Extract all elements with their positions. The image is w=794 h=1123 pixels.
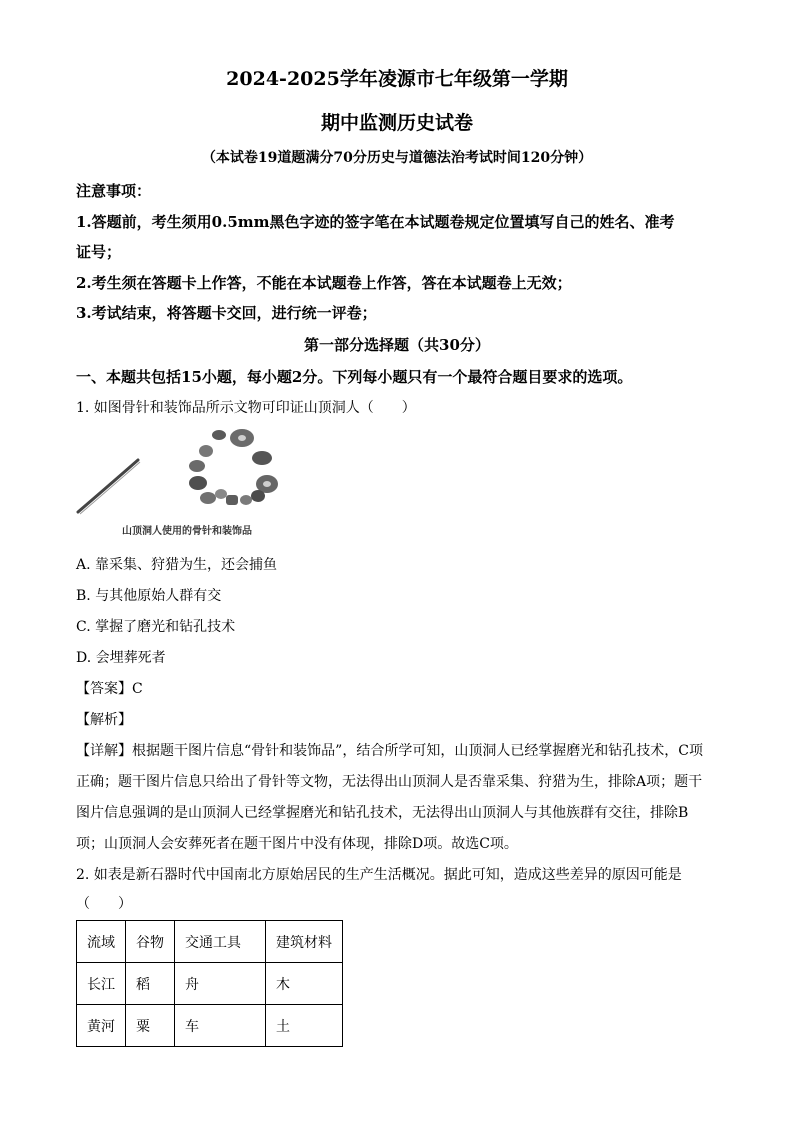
notice-item-1-cont: 证号； (76, 243, 122, 261)
notice-item-3: 3.考试结束，将答题卡交回，进行统一评卷； (76, 304, 377, 322)
table-header-cell: 流域 (77, 921, 126, 963)
q1-figure-caption: 山顶洞人使用的骨针和装饰品 (122, 526, 252, 537)
table-cell: 木 (266, 963, 343, 1005)
q1-answer: 【答案】C (76, 681, 143, 697)
q1-option-b: B. 与其他原始人群有交 (76, 588, 222, 604)
table-cell: 车 (175, 1005, 266, 1047)
exam-subtitle: 期中监测历史试卷 (320, 112, 473, 134)
table-header-row (77, 921, 343, 963)
notice-item-1: 1.答题前，考生须用0.5mm黑色字迹的签字笔在本试题卷规定位置填写自己的姓名、准考 (76, 213, 675, 231)
table-cell: 稻 (126, 963, 175, 1005)
q2-stem-cont: （ ） (76, 896, 132, 912)
table-cell: 土 (266, 1005, 343, 1047)
q1-option-d: D. 会埋葬死者 (76, 650, 166, 666)
part1-instruction: 一、本题共包括15小题，每小题2分。下列每小题只有一个最符合题目要求的选项。 (76, 368, 633, 386)
q1-analysis-label: 【解析】 (76, 712, 132, 728)
part1-heading: 第一部分选择题（共30分） (304, 336, 490, 354)
q2-stem: 2. 如表是新石器时代中国南北方原始居民的生产生活概况。据此可知，造成这些差异的原因可能是 (76, 867, 682, 883)
notice-heading: 注意事项： (76, 182, 152, 200)
q1-option-c: C. 掌握了磨光和钻孔技术 (76, 619, 236, 635)
table-cell: 黄河 (77, 1005, 126, 1047)
exam-title: 2024-2025学年凌源市七年级第一学期 (226, 68, 568, 90)
table-header-cell: 建筑材料 (266, 921, 343, 963)
table-cell: 粟 (126, 1005, 175, 1047)
q1-detail-line-2: 正确；题干图片信息只给出了骨针等文物，无法得出山顶洞人是否靠采集、狩猎为生，排除A项；题干 (76, 774, 703, 790)
table-header-cell: 谷物 (126, 921, 175, 963)
q1-option-a: A. 靠采集、狩猎为生，还会捕鱼 (76, 557, 278, 573)
q1-detail-line-4: 项；山顶洞人会安葬死者在题干图片中没有体现，排除D项。故选C项。 (76, 836, 518, 852)
exam-info: （本试卷19道题满分70分历史与道德法治考试时间120分钟） (201, 150, 593, 166)
q2-table (76, 920, 343, 1047)
notice-item-2: 2.考生须在答题卡上作答，不能在本试题卷上作答，答在本试题卷上无效； (76, 274, 572, 292)
table-row (77, 1005, 343, 1047)
table-cell: 舟 (175, 963, 266, 1005)
q1-stem: 1. 如图骨针和装饰品所示文物可印证山顶洞人（ ） (76, 400, 416, 416)
table-header-cell: 交通工具 (175, 921, 266, 963)
table-row (77, 963, 343, 1005)
table-cell: 长江 (77, 963, 126, 1005)
q1-detail-line-1: 【详解】根据题干图片信息“骨针和装饰品”，结合所学可知，山顶洞人已经掌握磨光和钻孔技术，C项 (76, 743, 704, 759)
q1-detail-line-3: 图片信息强调的是山顶洞人已经掌握磨光和钻孔技术，无法得出山顶洞人与其他族群有交往，排除B (76, 805, 689, 821)
